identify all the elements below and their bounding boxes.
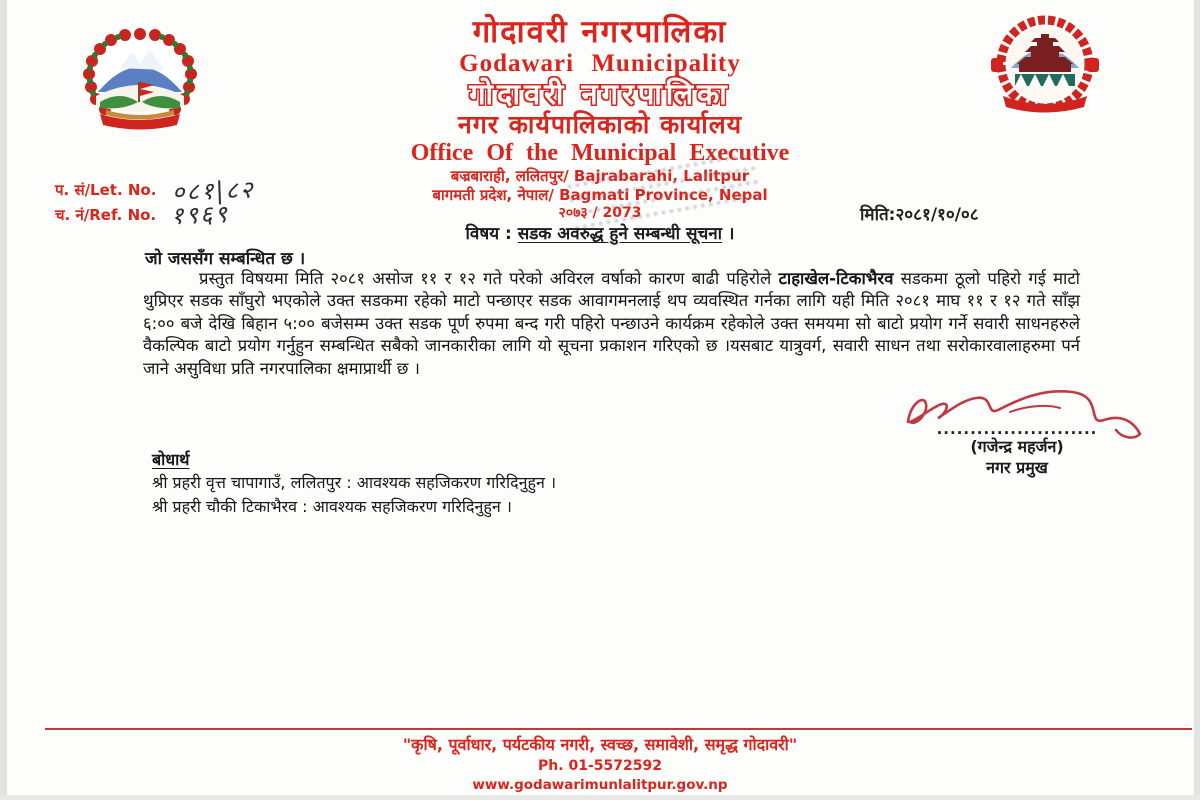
- municipality-title-stylized: गोदावरी नगरपालिका: [469, 77, 731, 111]
- signatory-title: नगर प्रमुख: [986, 458, 1048, 477]
- scan-edge-right: [1194, 0, 1200, 800]
- letter-meta: [55, 175, 255, 231]
- signature-block: [872, 384, 1162, 478]
- municipality-seal-icon: [985, 12, 1105, 122]
- municipality-title-nepali: गोदावरी नगरपालिका: [472, 14, 728, 50]
- signatory-name: (गजेन्द्र महर्जन): [970, 437, 1064, 456]
- letter-date: मिति:२०८१/१०/०८: [860, 205, 979, 225]
- address-line-2: बागमती प्रदेश, नेपाल/ Bagmati Province, Nepal: [432, 186, 768, 204]
- office-title-english: Office Of the Municipal Executive: [410, 140, 790, 166]
- address-line-1: बज्रबाराही, ललितपुर/ Bajrabarahi, Lalitpur: [450, 167, 750, 185]
- subject-label: विषय :: [465, 224, 518, 244]
- cc-item-2: श्री प्रहरी चौकी टिकाभैरव : आवश्यक सहजिकरण गरिदिनुहुन ।: [152, 497, 512, 516]
- signature-dotted-line: ........................: [936, 420, 1098, 438]
- body-part1: प्रस्तुत विषयमा मिति २०८१ असोज ११ र १२ गते परेको अविरल वर्षाको कारण बाढी पहिरोले: [199, 269, 779, 288]
- body-paragraph: [143, 268, 1080, 380]
- signature-ink-icon: [890, 382, 1160, 444]
- ref-no-label: च. नं/Ref. No.: [55, 205, 157, 224]
- municipality-title-english: Godawari Municipality: [459, 50, 741, 77]
- ref-no-value-handwritten: १९६९: [170, 199, 230, 231]
- cc-section: [152, 449, 556, 519]
- office-title-nepali: नगर कार्यपालिकाको कार्यालय: [457, 110, 743, 139]
- nepal-coat-of-arms-icon: [80, 22, 200, 134]
- letter-no-label: प. सं/Let. No.: [55, 181, 157, 199]
- scan-edge-bottom: [0, 795, 1200, 800]
- subject-line: [0, 221, 1200, 244]
- establishment-year: २०७३ / 2073: [558, 205, 642, 221]
- footer-slogan: "कृषि, पूर्वाधार, पर्यटकीय नगरी, स्वच्छ, समावेशी, समृद्ध गोदावरी": [402, 735, 798, 754]
- cc-heading: बोधार्थ: [152, 450, 190, 469]
- footer-phone: Ph. 01-5572592: [538, 758, 662, 774]
- footer: [0, 734, 1200, 795]
- scan-edge-left: [0, 0, 7, 800]
- footer-divider: [45, 728, 1192, 730]
- letter-no-value-handwritten: ०८१|८२: [171, 175, 255, 206]
- footer-website: www.godawarimunlalitpur.gov.np: [472, 777, 728, 793]
- body-part2: सडकमा ठूलो पहिरो गई माटो थुप्रिएर सडक साँघुरो भएकोले उक्त सडकमा रहेको माटो पन्छाएर सडक आवागमनलाई थप व्यवस्थित गर्नका लागि यही मिति २०८१ माघ ११ र १२ गते साँझ ६:०० बजे देखि बिहान ५:०० बजेसम्म उक्त सडक पूर्ण रुपमा बन्द गरी पहिरो पन्छाउने कार्यक्रम रहेकोले उक्त समयमा सो बाटो प्रयोग गर्ने सवारी साधनहरुले वैकल्पिक बाटो प्रयोग गर्नुहुन सम्बन्धित सबैको जानकारीका लागि यो सूचना प्रकाशन गरिएको छ ।यसबाट यात्रुवर्ग, सवारी साधन तथा सरोकारवालाहरुमा पर्न जाने असुविधा प्रति नगरपालिका क्षमाप्रार्थी छ ।: [143, 269, 1080, 378]
- salutation: जो जससँग सम्बन्धित छ ।: [145, 249, 306, 269]
- subject-terminator: ।: [722, 224, 735, 244]
- subject-text: सडक अवरुद्ध हुने सम्बन्धी सूचना: [517, 224, 723, 244]
- cc-item-1: श्री प्रहरी वृत्त चापागाउँ, ललितपुर : आवश्यक सहजिकरण गरिदिनुहुन ।: [152, 473, 557, 492]
- road-name-bold: टाहाखेल-टिकाभैरव: [778, 269, 894, 288]
